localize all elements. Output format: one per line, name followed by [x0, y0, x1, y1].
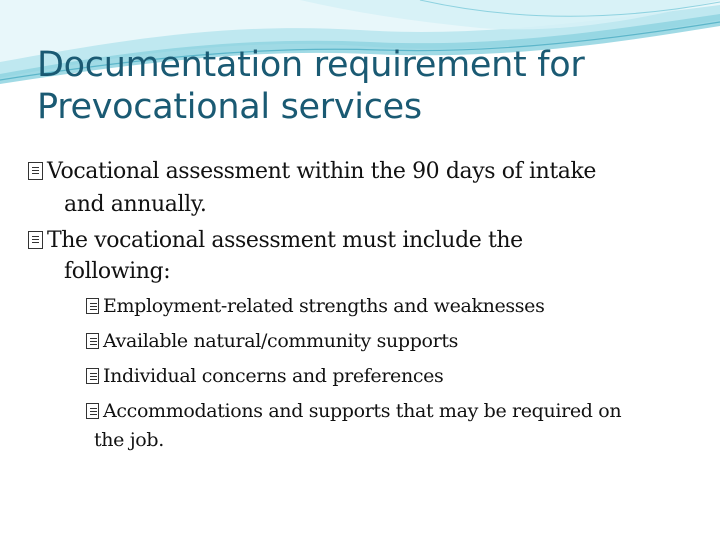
bullet-text: The vocational assessment must include the — [47, 228, 523, 253]
subbullet-item — [86, 360, 443, 392]
title-line-2: Prevocational services — [37, 87, 422, 127]
subbullet-text: Individual concerns and preferences — [103, 365, 444, 387]
bullet-marker-icon — [86, 298, 99, 314]
subbullet-item — [86, 325, 458, 357]
bullet-marker-icon — [86, 403, 99, 419]
subbullet-text: Accommodations and supports that may be required on — [103, 400, 622, 422]
bullet-marker-icon — [28, 231, 43, 249]
title-line-1: Documentation requirement for — [37, 45, 585, 85]
subbullet-text: Employment-related strengths and weaknesses — [103, 295, 545, 317]
bullet-continuation: and annually. — [64, 192, 207, 217]
bullet-text: Vocational assessment within the 90 days of intake — [47, 159, 597, 184]
subbullet-continuation: the job. — [94, 429, 164, 451]
subbullet-item — [86, 290, 544, 322]
bullet-item — [28, 156, 596, 188]
subbullet-item — [86, 395, 621, 427]
bullet-item — [28, 225, 523, 257]
bullet-continuation: following: — [64, 259, 171, 284]
bullet-marker-icon — [28, 162, 43, 180]
bullet-marker-icon — [86, 368, 99, 384]
bullet-marker-icon — [86, 333, 99, 349]
subbullet-text: Available natural/community supports — [103, 330, 459, 352]
